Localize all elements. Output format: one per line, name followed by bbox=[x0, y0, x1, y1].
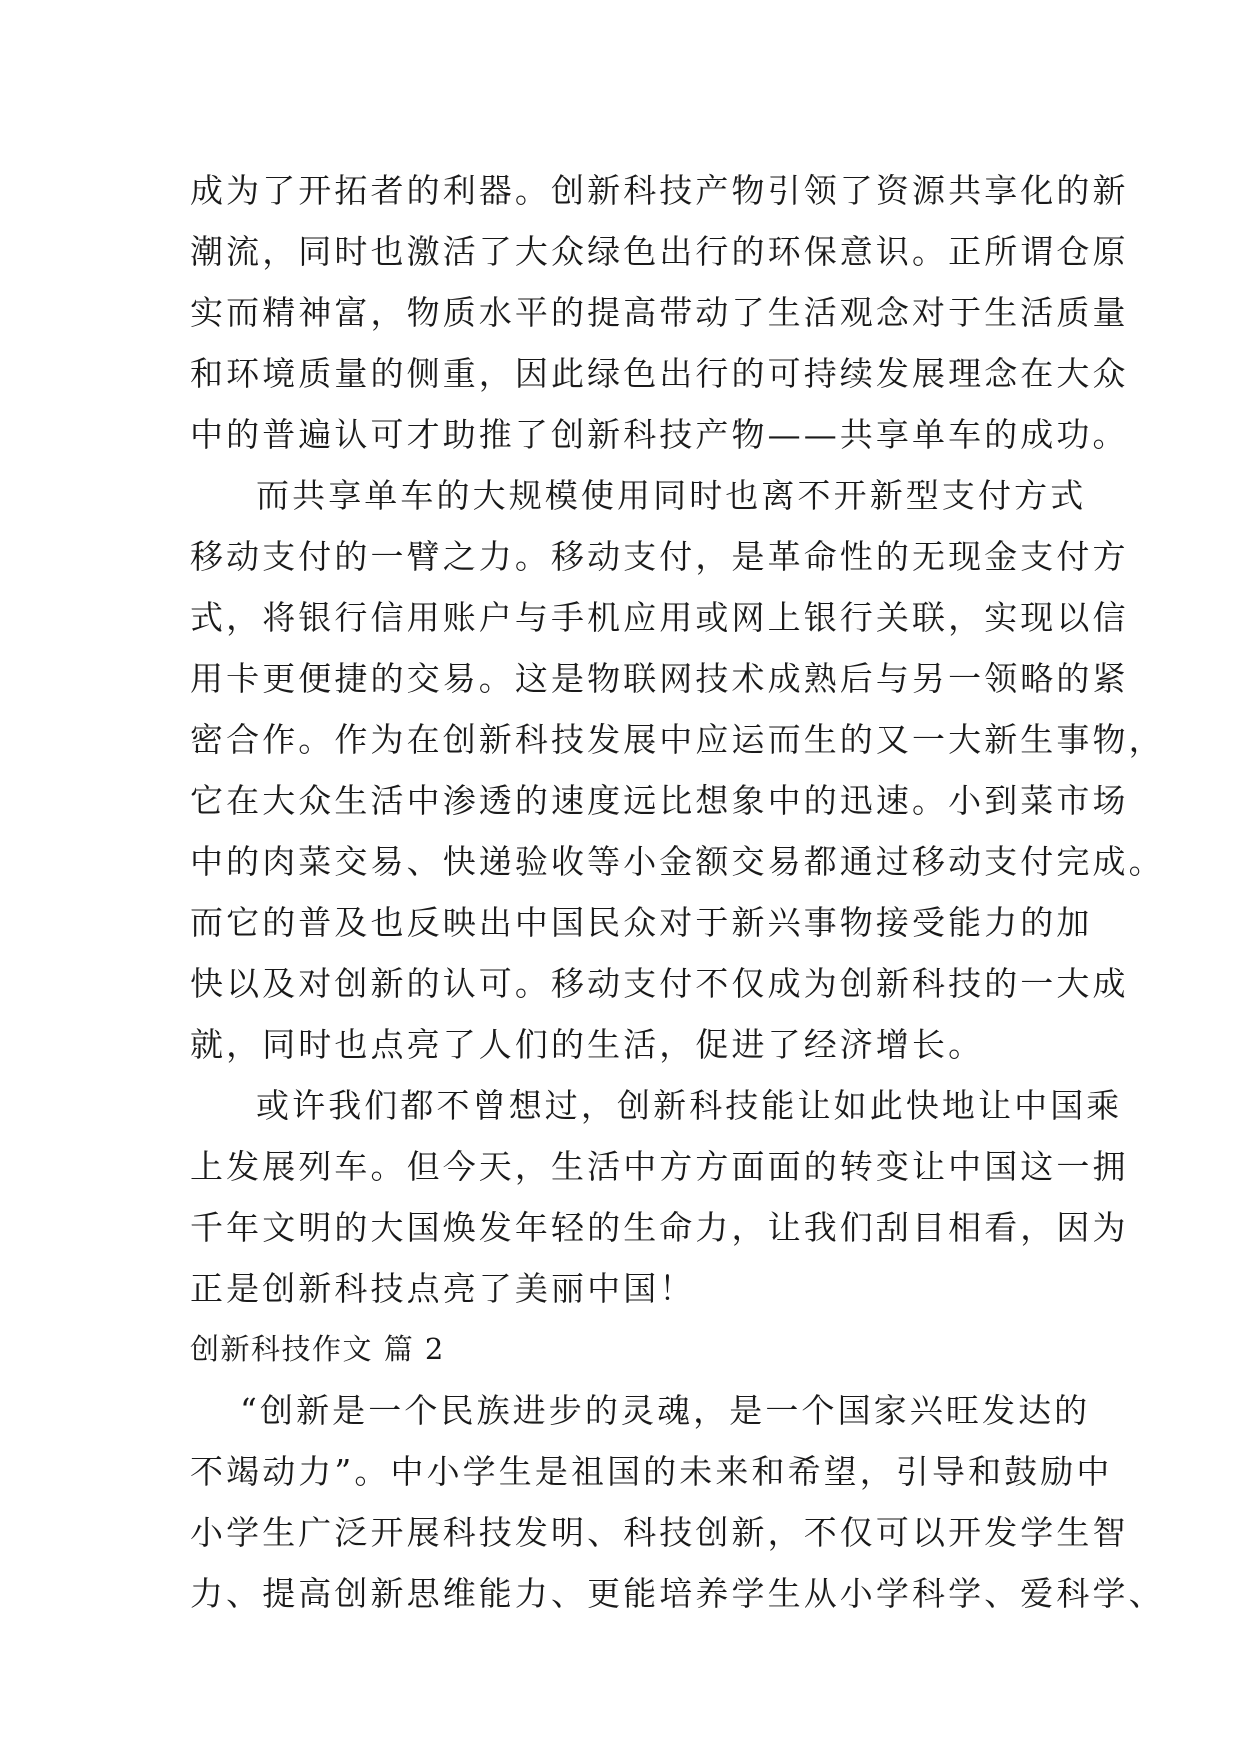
text-line: 上发展列车。但今天，生活中方方面面的转变让中国这一拥 bbox=[190, 1147, 1129, 1186]
text-line: 成为了开拓者的利器。创新科技产物引领了资源共享化的新 bbox=[190, 171, 1129, 210]
text-line: “创新是一个民族进步的灵魂，是一个国家兴旺发达的 bbox=[240, 1391, 1091, 1430]
text-line: 小学生广泛开展科技发明、科技创新，不仅可以开发学生智 bbox=[190, 1513, 1129, 1552]
text-line: 实而精神富，物质水平的提高带动了生活观念对于生活质量 bbox=[190, 293, 1129, 332]
text-line: 它在大众生活中渗透的速度远比想象中的迅速。小到菜市场 bbox=[190, 781, 1129, 820]
text-line: 就，同时也点亮了人们的生活，促进了经济增长。 bbox=[190, 1025, 985, 1064]
paragraph-3 bbox=[190, 1075, 1129, 1319]
text-line: 移动支付的一臂之力。移动支付，是革命性的无现金支付方 bbox=[190, 537, 1129, 576]
text-line: 快以及对创新的认可。移动支付不仅成为创新科技的一大成 bbox=[190, 964, 1129, 1003]
text-line: 千年文明的大国焕发年轻的生命力，让我们刮目相看，因为 bbox=[190, 1208, 1129, 1247]
paragraph-4 bbox=[190, 1380, 1165, 1624]
document-body bbox=[190, 160, 1165, 1624]
text-line: 或许我们都不曾想过，创新科技能让如此快地让中国乘 bbox=[256, 1086, 1123, 1125]
text-line: 而它的普及也反映出中国民众对于新兴事物接受能力的加 bbox=[190, 903, 1093, 942]
text-line: 密合作。作为在创新科技发展中应运而生的又一大新生事物， bbox=[190, 720, 1165, 759]
paragraph-1 bbox=[190, 160, 1129, 465]
text-line: 中的普遍认可才助推了创新科技产物——共享单车的成功。 bbox=[190, 415, 1129, 454]
text-line: 式，将银行信用账户与手机应用或网上银行关联，实现以信 bbox=[190, 598, 1129, 637]
text-line: 潮流，同时也激活了大众绿色出行的环保意识。正所谓仓原 bbox=[190, 232, 1129, 271]
text-line: 不竭动力”。中小学生是祖国的未来和希望，引导和鼓励中 bbox=[190, 1452, 1113, 1491]
paragraph-2 bbox=[190, 465, 1165, 1075]
text-line: 正是创新科技点亮了美丽中国！ bbox=[190, 1269, 696, 1308]
text-line: 用卡更便捷的交易。这是物联网技术成熟后与另一领略的紧 bbox=[190, 659, 1129, 698]
text-line: 而共享单车的大规模使用同时也离不开新型支付方式 bbox=[256, 476, 1087, 515]
section-heading: 创新科技作文 篇 2 bbox=[190, 1332, 445, 1366]
text-line: 和环境质量的侧重，因此绿色出行的可持续发展理念在大众 bbox=[190, 354, 1129, 393]
text-line: 中的肉菜交易、快递验收等小金额交易都通过移动支付完成。 bbox=[190, 842, 1165, 881]
text-line: 力、提高创新思维能力、更能培养学生从小学科学、爱科学、 bbox=[190, 1574, 1165, 1613]
